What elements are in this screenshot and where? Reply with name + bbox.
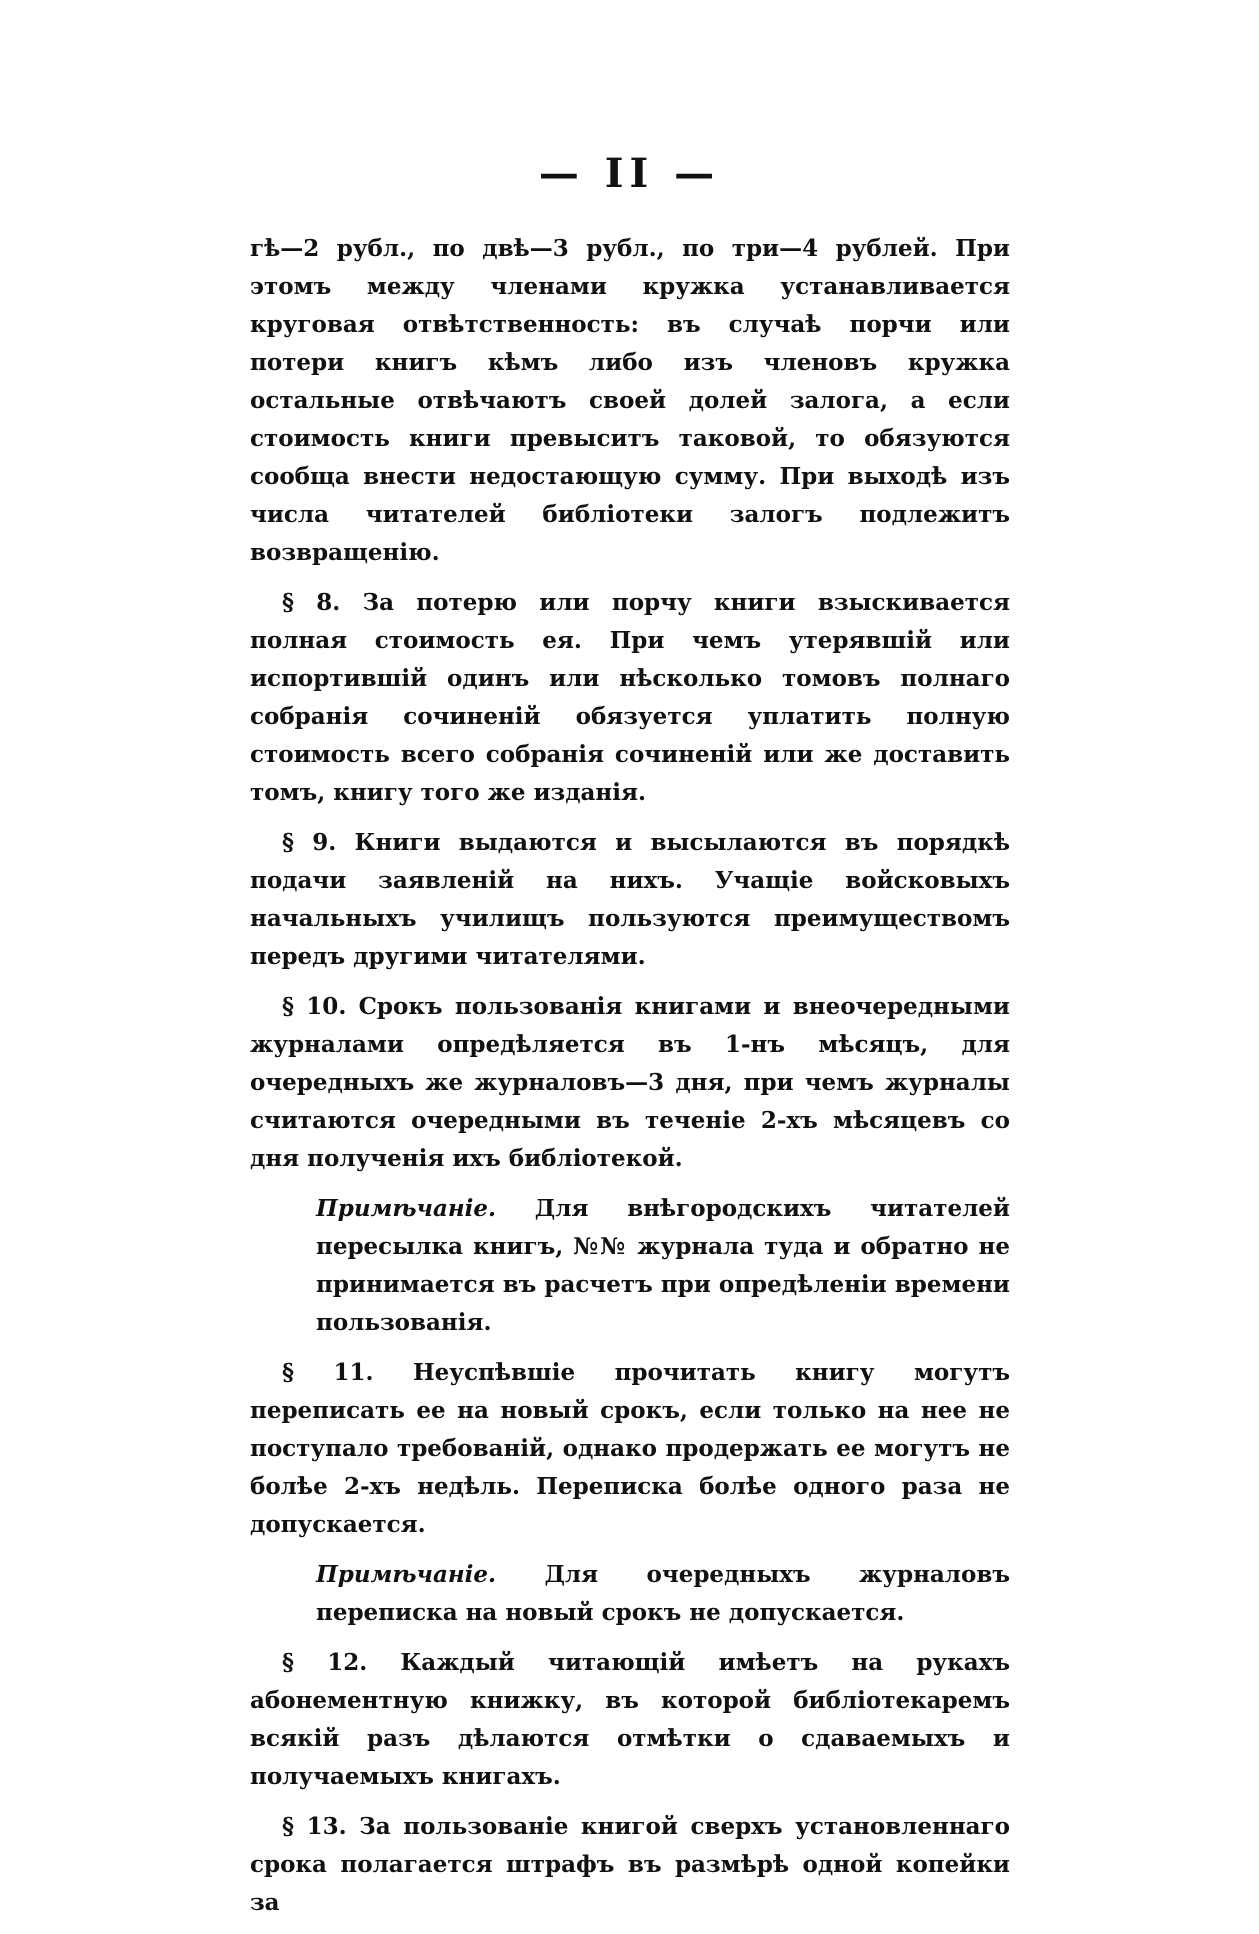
note-text: Для очередныхъ журналовъ переписка на новый срокъ не допускается.: [316, 1561, 1010, 1626]
paragraph-continuation: гѣ—2 рубл., по двѣ—3 рубл., по три—4 рублей. При этомъ между членами кружка устанавливается круговая отвѣтственность: въ случаѣ порчи или потери книгъ кѣмъ либо изъ членовъ кружка остальные отвѣчаютъ своей долей залога, а если стоимость книги превыситъ таковой, то обязуются сообща внести недостающую сумму. При выходѣ изъ числа читателей библіотеки залогъ подлежитъ возвращенію.: [250, 235, 1010, 566]
note-label: Примѣчаніе.: [316, 1561, 497, 1588]
paragraph-section-13: § 13. За пользованіе книгой сверхъ установленнаго срока полагается штрафъ въ размѣрѣ одной копейки за: [250, 1813, 1010, 1916]
note-text: Для внѣгородскихъ читателей пересылка книгъ, №№ журнала туда и обратно не принимается въ расчетъ при опредѣленіи времени пользованія.: [316, 1195, 1010, 1336]
paragraph-section-11: § 11. Неуспѣвшіе прочитать книгу могутъ переписать ее на новый срокъ, если только на нее не поступало требованій, однако продержать ее могутъ не болѣе 2-хъ недѣль. Переписка болѣе одного раза не допускается.: [250, 1359, 1010, 1538]
paragraph-section-9: § 9. Книги выдаются и высылаются въ порядкѣ подачи заявленій на нихъ. Учащіе войсковыхъ начальныхъ училищъ пользуются преимуществомъ передъ другими читателями.: [250, 829, 1010, 970]
paragraph-section-12: § 12. Каждый читающій имѣетъ на рукахъ абонементную книжку, въ которой библіотекаремъ всякій разъ дѣлаются отмѣтки о сдаваемыхъ и получаемыхъ книгахъ.: [250, 1649, 1010, 1790]
paragraph-section-8: § 8. За потерю или порчу книги взыскивается полная стоимость ея. При чемъ утерявшій или испортившій одинъ или нѣсколько томовъ полнаго собранія сочиненій обязуется уплатить полную стоимость всего собранія сочиненій или же доставить томъ, книгу того же изданія.: [250, 589, 1010, 806]
page-number: — II —: [538, 150, 721, 197]
note-section-11: [316, 1556, 1010, 1632]
note-label: Примѣчаніе.: [316, 1195, 497, 1222]
text-block: [250, 230, 1010, 1934]
note-section-10: [316, 1190, 1010, 1342]
paragraph-section-10: § 10. Срокъ пользованія книгами и внеочередными журналами опредѣляется въ 1-нъ мѣсяцъ, для очередныхъ же журналовъ—3 дня, при чемъ журналы считаются очередными въ теченіе 2-хъ мѣсяцевъ со дня полученія ихъ библіотекой.: [250, 993, 1010, 1172]
